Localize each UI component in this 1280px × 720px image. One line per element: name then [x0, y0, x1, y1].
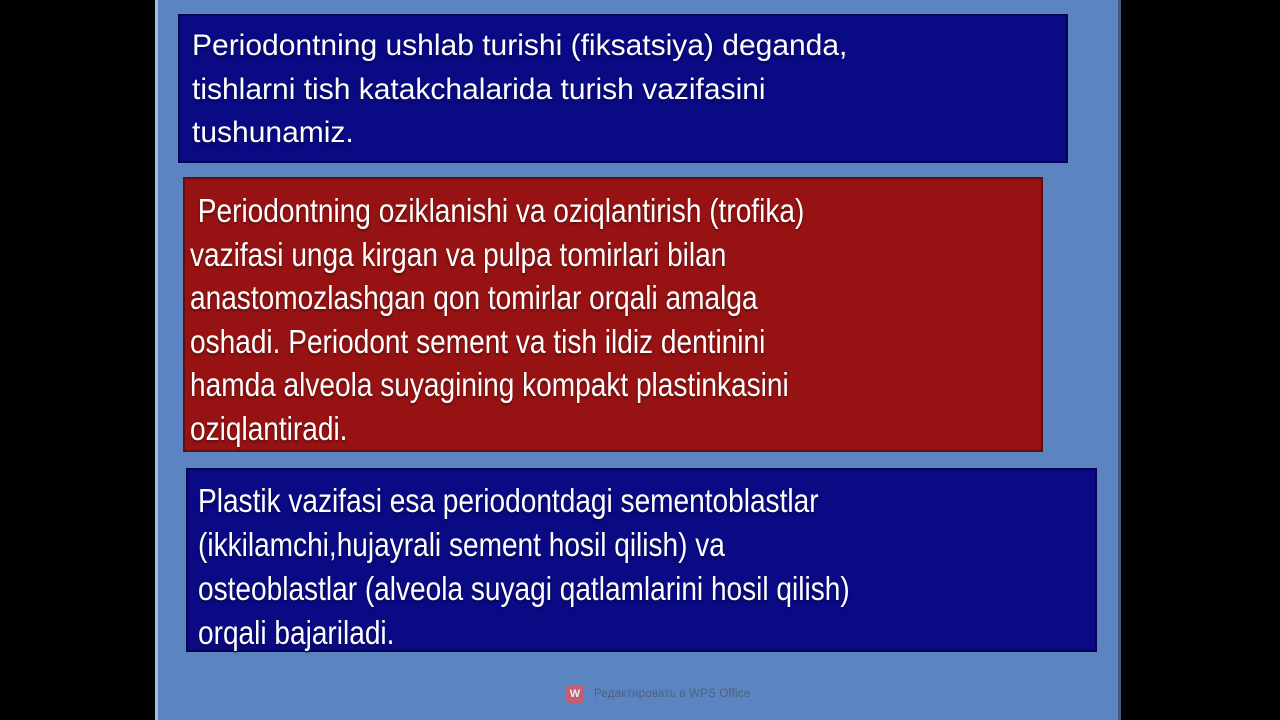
fixation-line-3: tushunamiz. [192, 116, 354, 149]
trophic-text [190, 189, 1041, 451]
text-box-trophic [183, 177, 1043, 452]
trophic-line-2: vazifasi unga kirgan va pulpa tomirlari bilan [190, 235, 727, 273]
trophic-line-6: oziqlantiradi. [190, 409, 348, 447]
text-box-fixation [178, 14, 1068, 163]
plastic-text [198, 479, 1095, 655]
trophic-line-1: Periodontning oziklanishi va oziqlantirish (trofika) [190, 192, 805, 229]
plastic-line-3: osteoblastlar (alveola suyagi qatlamlarini hosil qilish) [198, 570, 850, 607]
slide-canvas [155, 0, 1121, 720]
slide-right-edge [1118, 0, 1121, 720]
wps-watermark-label: Редактировать в WPS Office [594, 688, 751, 700]
fixation-line-2: tishlarni tish katakchalarida turish vazifasini [192, 72, 766, 106]
letterbox-left [0, 0, 155, 720]
wps-watermark[interactable] [566, 685, 750, 703]
plastic-line-4: orqali bajariladi. [198, 614, 395, 651]
plastic-line-1: Plastik vazifasi esa periodontdagi sementoblastlar [198, 482, 819, 519]
letterbox-right [1121, 0, 1280, 720]
text-box-plastic [186, 468, 1097, 652]
trophic-line-3: anastomozlashgan qon tomirlar orqali amalga [190, 279, 758, 317]
wps-logo-icon: W [566, 685, 584, 703]
plastic-line-2: (ikkilamchi,hujayrali sement hosil qilish) va [198, 526, 725, 563]
trophic-line-5: hamda alveola suyagining kompakt plastinkasini [190, 366, 789, 404]
trophic-line-4: oshadi. Periodont sement va tish ildiz dentinini [190, 322, 766, 360]
fixation-line-1: Periodontning ushlab turishi (fiksatsiya) deganda, [192, 29, 848, 62]
slide-left-edge [155, 0, 158, 720]
